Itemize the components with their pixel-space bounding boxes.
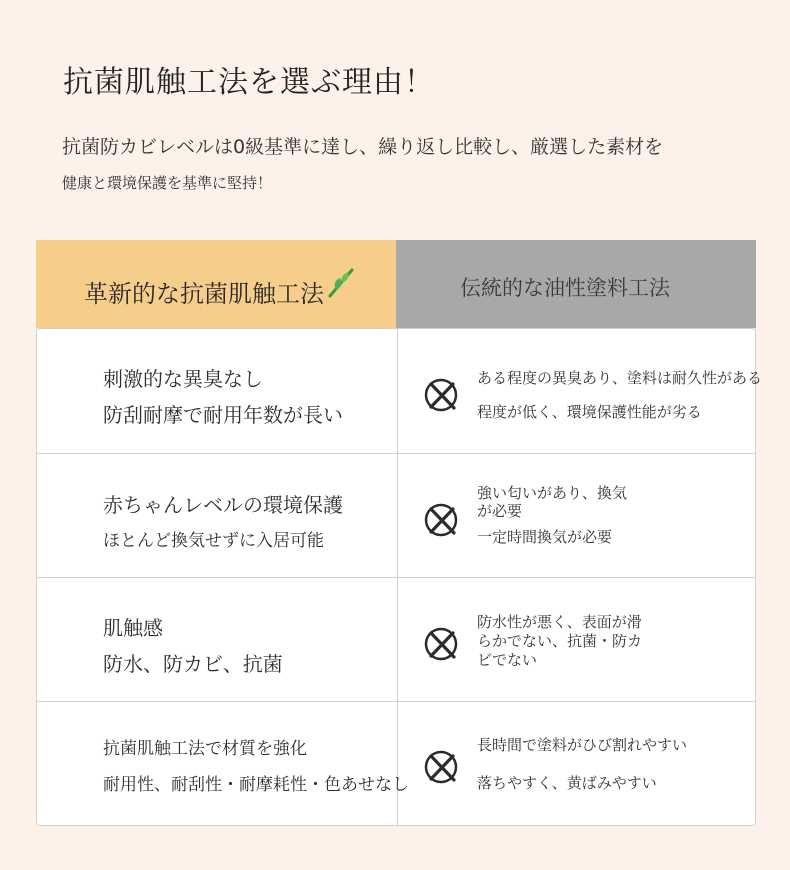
- table-row: [37, 453, 755, 578]
- leaf-check-icon: [326, 266, 356, 300]
- row-advantage-1: 刺激的な異臭なし: [103, 367, 263, 391]
- table-row: [37, 701, 755, 826]
- row-advantage-1: 赤ちゃんレベルの環境保護: [103, 493, 343, 517]
- table-body: [36, 328, 763, 826]
- heading-innovative-label: 革新的な抗菌肌触工法: [84, 280, 324, 308]
- row-drawback-2: が必要: [477, 502, 523, 520]
- heading-traditional-label: 伝統的な油性塗料工法: [460, 276, 670, 300]
- cross-circle-icon: [423, 748, 461, 786]
- row-drawback-2: 落ちやすく、黄ばみやすい: [477, 774, 657, 792]
- row-drawback-1: 長時間で塗料がひび割れやすい: [477, 736, 688, 754]
- row-drawback-1: 強い匂いがあり、換気: [477, 484, 628, 502]
- row-drawback-1: ある程度の異臭あり、塗料は耐久性がある: [477, 369, 763, 387]
- row-drawback-2: らかでない、抗菌・防カ: [477, 632, 643, 650]
- row-drawback-1: 防水性が悪く、表面が滑: [477, 613, 642, 631]
- row-advantage-2: ほとんど換気せずに入居可能: [103, 531, 324, 551]
- row-drawback-3: ビでない: [477, 651, 538, 669]
- row-advantage-2: 防水、防カビ、抗菌: [103, 652, 283, 676]
- comparison-table: [36, 240, 763, 826]
- table-row: [37, 329, 763, 453]
- intro-line-2: 健康と環境保護を基準に堅持！: [62, 174, 273, 192]
- cross-circle-icon: [423, 625, 461, 663]
- table-row: [37, 577, 755, 702]
- intro-line-1: 抗菌防カビレベルは0級基準に達し、繰り返し比較し、厳選した素材を: [62, 136, 664, 158]
- row-advantage-1: 抗菌肌触工法で材質を強化: [103, 739, 307, 759]
- row-drawback-3: 一定時間換気が必要: [477, 528, 613, 546]
- page-title: 抗菌肌触工法を選ぶ理由！: [63, 65, 435, 100]
- cross-circle-icon: [423, 501, 461, 539]
- row-advantage-1: 肌触感: [103, 616, 163, 640]
- row-advantage-2: 防刮耐摩で耐用年数が長い: [103, 403, 343, 427]
- cross-circle-icon: [423, 376, 461, 414]
- heading-traditional: [396, 240, 756, 328]
- heading-innovative: [36, 240, 396, 328]
- row-advantage-2: 耐用性、耐刮性・耐摩耗性・色あせなし: [103, 775, 409, 795]
- row-drawback-2: 程度が低く、環境保護性能が劣る: [477, 403, 702, 421]
